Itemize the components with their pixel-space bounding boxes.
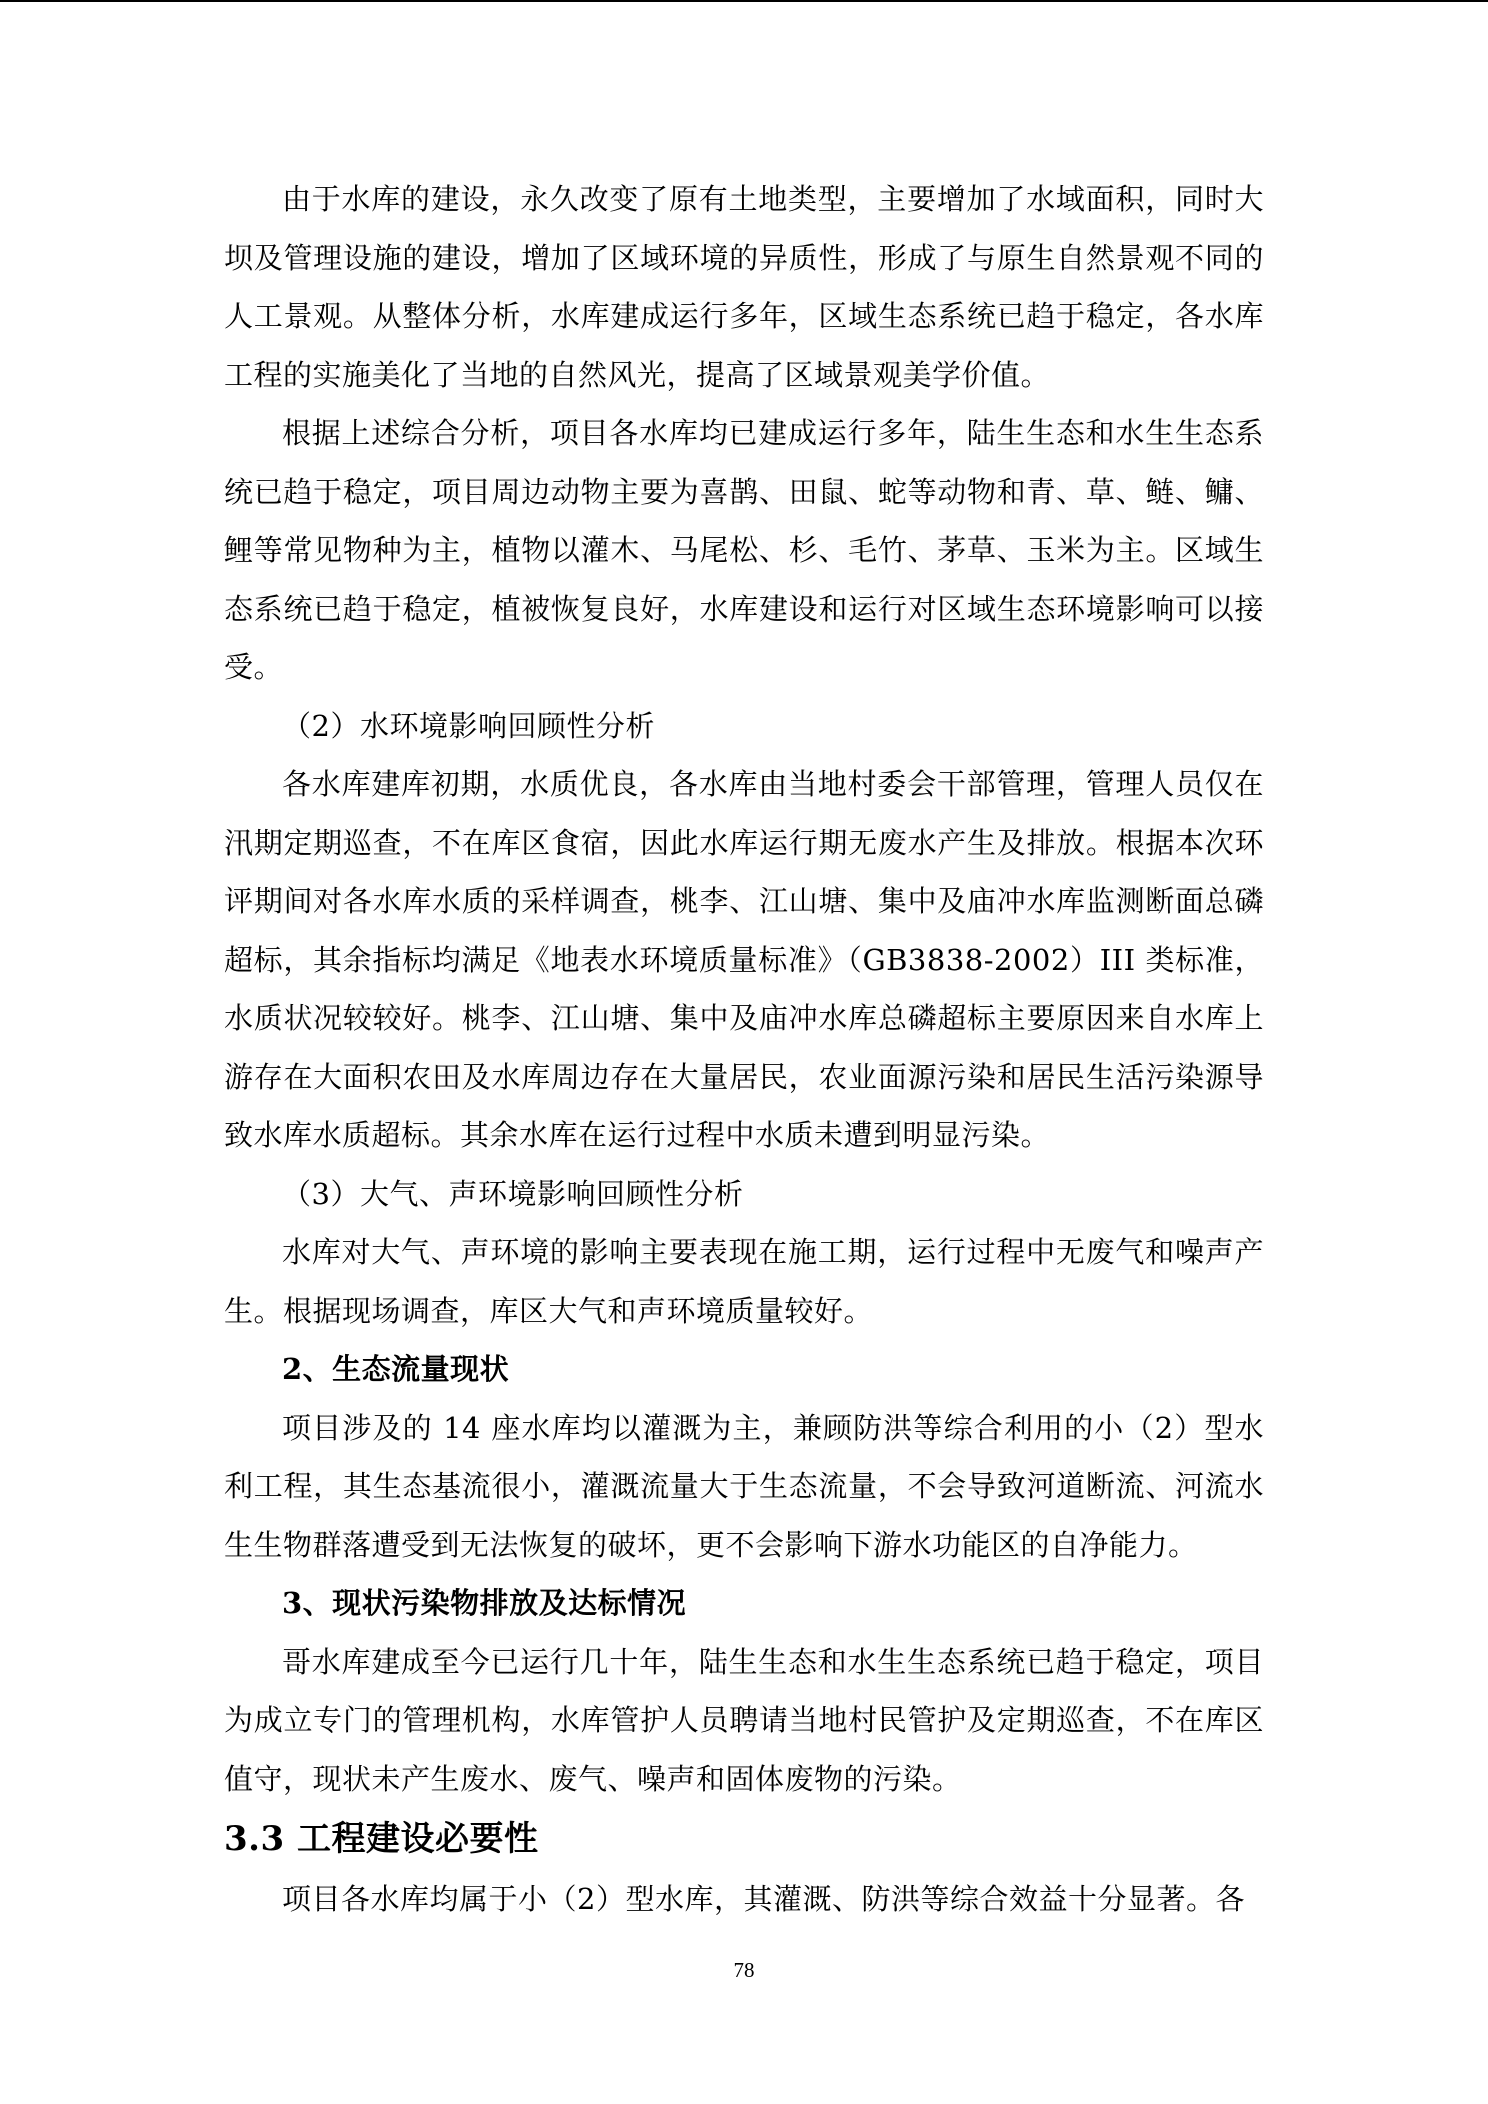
subheading-water-environment: （2）水环境影响回顾性分析 <box>282 708 655 743</box>
paragraph-air-noise: 水库对大气、声环境的影响主要表现在施工期，运行过程中无废气和噪声产生。根据现场调查，库区大气和声环境质量较好。 <box>224 1235 1264 1328</box>
page-number: 78 <box>733 1958 755 1982</box>
paragraph-ecology-summary: 根据上述综合分析，项目各水库均已建成运行多年，陆生生态和水生生态系统已趋于稳定，项目周边动物主要为喜鹊、田鼠、蛇等动物和青、草、鲢、鳙、鲤等常见物种为主，植物以灌木、马尾松、杉、毛竹、茅草、玉米为主。区域生态系统已趋于稳定，植被恢复良好，水库建设和运行对区域生态环境影响可以接受。 <box>224 416 1264 684</box>
paragraph-pollutant-discharge: 哥水库建成至今已运行几十年，陆生生态和水生生态系统已趋于稳定，项目为成立专门的管理机构，水库管护人员聘请当地村民管护及定期巡查，不在库区值守，现状未产生废水、废气、噪声和固体废物的污染。 <box>224 1644 1264 1796</box>
page-body <box>224 170 1264 1929</box>
heading-ecological-flow: 2、生态流量现状 <box>282 1352 510 1386</box>
top-border-line <box>0 0 1488 2</box>
section-heading-necessity: 3.3 工程建设必要性 <box>224 1819 539 1859</box>
paragraph-ecological-flow: 项目涉及的 14 座水库均以灌溉为主，兼顾防洪等综合利用的小（2）型水利工程，其生态基流很小，灌溉流量大于生态流量，不会导致河道断流、河流水生生物群落遭受到无法恢复的破坏，更不会影响下游水功能区的自净能力。 <box>224 1410 1264 1562</box>
paragraph-landscape-change: 由于水库的建设，永久改变了原有土地类型，主要增加了水域面积，同时大坝及管理设施的建设，增加了区域环境的异质性，形成了与原生自然景观不同的人工景观。从整体分析，水库建成运行多年，区域生态系统已趋于稳定，各水库工程的实施美化了当地的自然风光，提高了区域景观美学价值。 <box>224 182 1264 392</box>
paragraph-necessity: 项目各水库均属于小（2）型水库，其灌溉、防洪等综合效益十分显著。各 <box>282 1882 1245 1916</box>
heading-pollutant-discharge: 3、现状污染物排放及达标情况 <box>282 1586 687 1620</box>
paragraph-water-quality: 各水库建库初期，水质优良，各水库由当地村委会干部管理，管理人员仅在汛期定期巡查，不在库区食宿，因此水库运行期无废水产生及排放。根据本次环评期间对各水库水质的采样调查，桃李、江山塘、集中及庙冲水库监测断面总磷超标，其余指标均满足《地表水环境质量标准》（GB3838-2002）III 类标准，水质状况较较好。桃李、江山塘、集中及庙冲水库总磷超标主要原因来自水库上游存在大面积农田及水库周边存在大量居民，农业面源污染和居民生活污染源导致水库水质超标。其余水库在运行过程中水质未遭到明显污染。 <box>224 767 1264 1152</box>
subheading-air-noise: （3）大气、声环境影响回顾性分析 <box>282 1176 744 1211</box>
